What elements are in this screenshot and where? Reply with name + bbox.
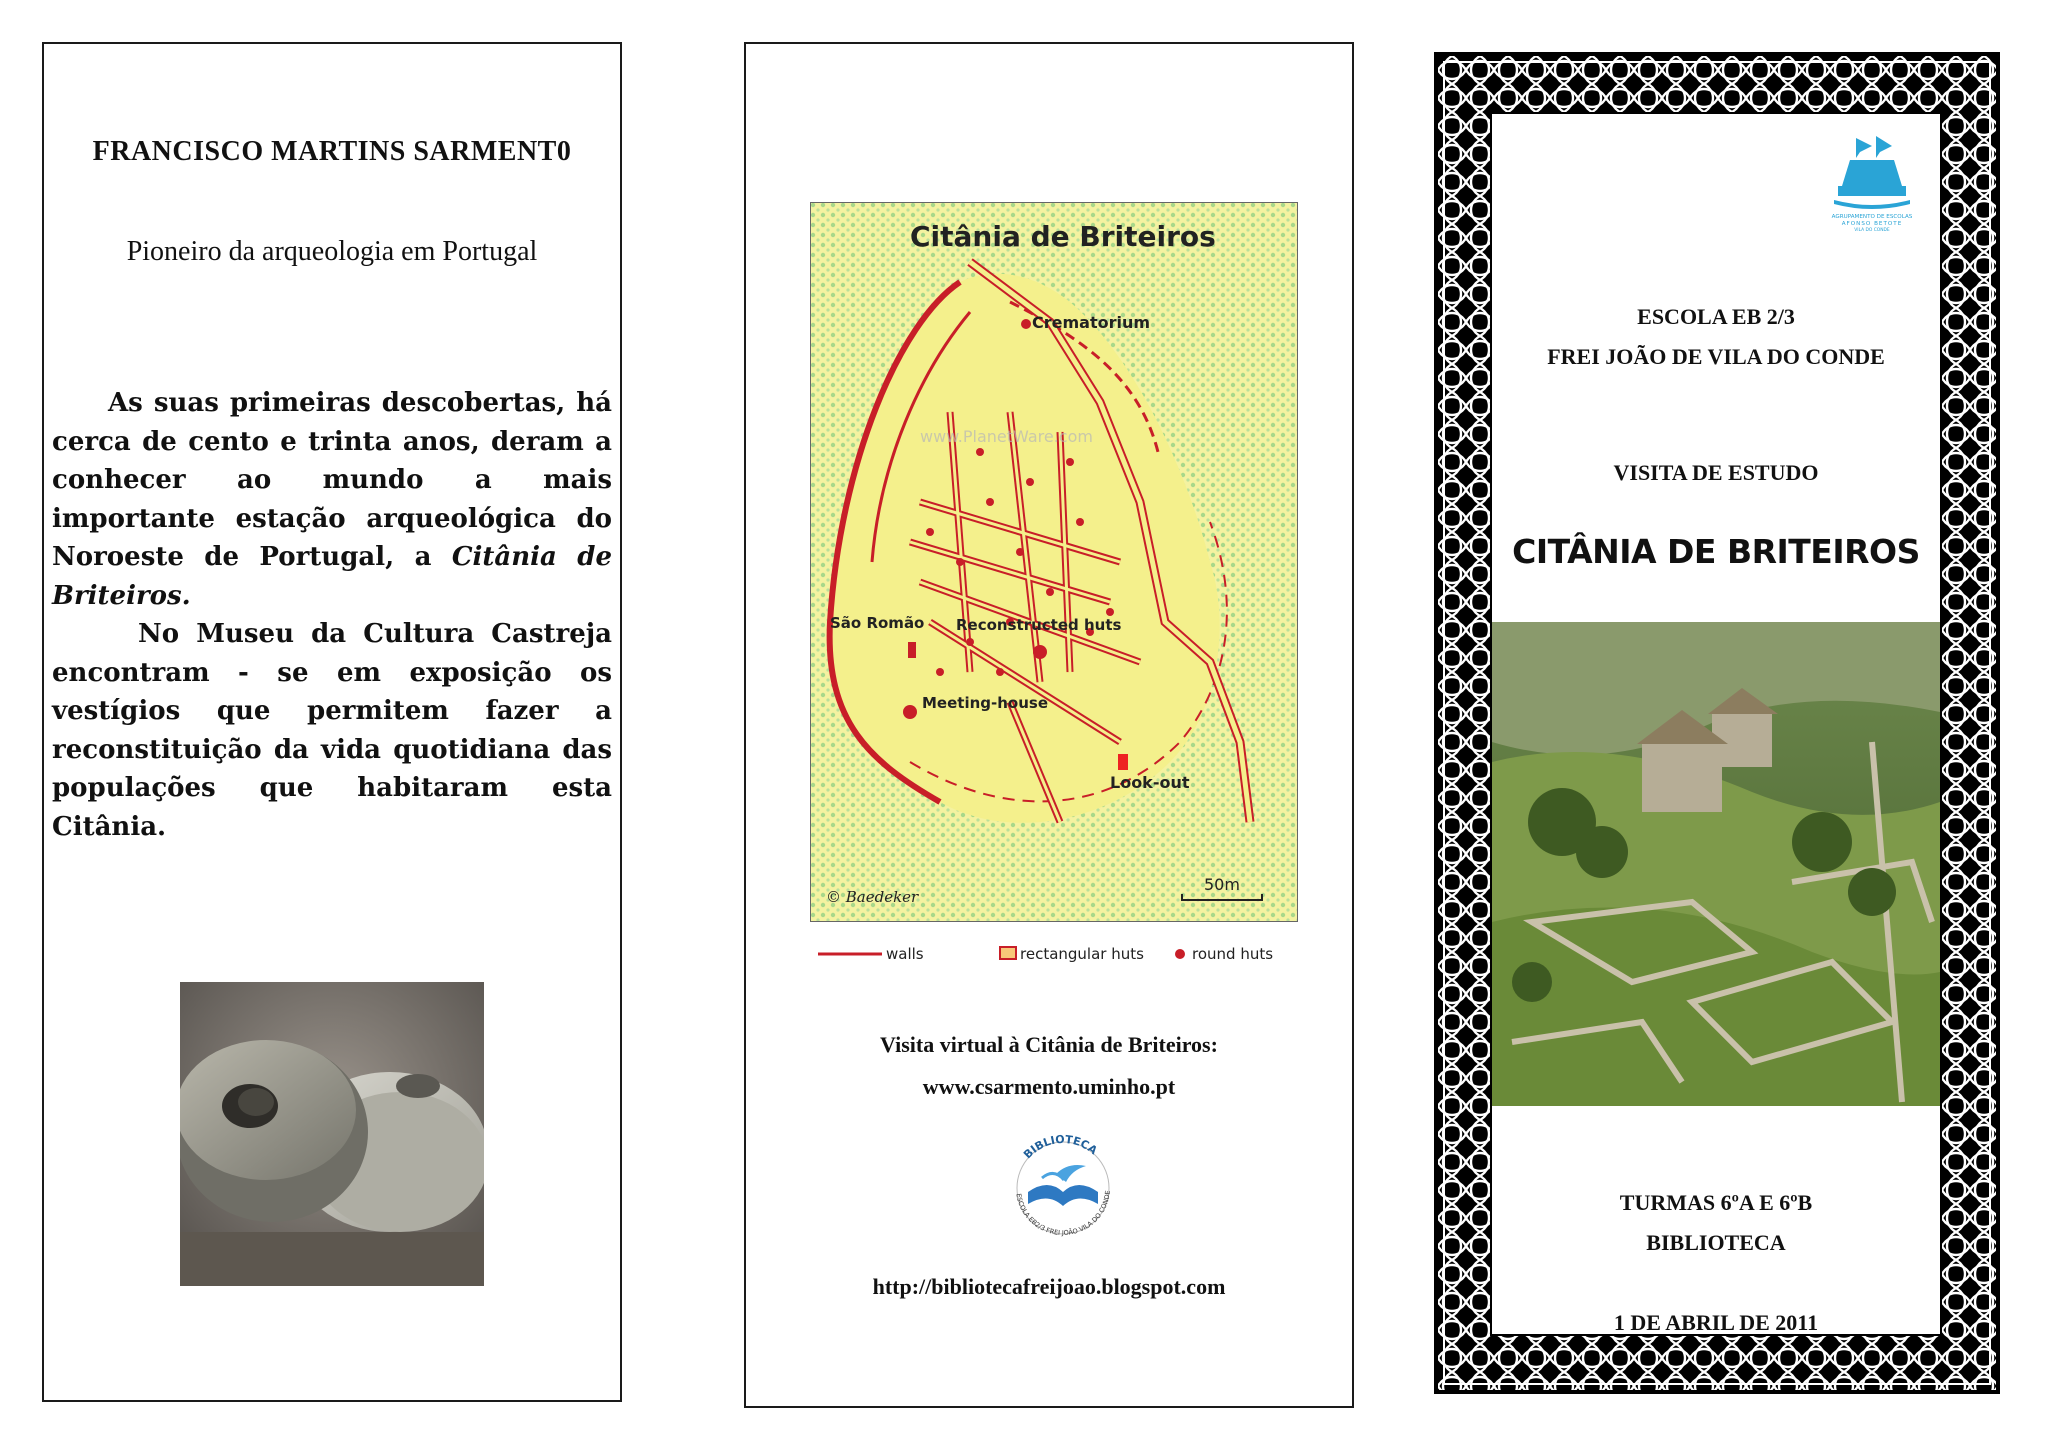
school-name-line1: ESCOLA EB 2/3 (1637, 304, 1795, 329)
label-look-out: Look-out (1110, 773, 1190, 792)
library-label: BIBLIOTECA (1646, 1230, 1786, 1255)
legend-rect-huts: rectangular huts (1020, 945, 1144, 963)
paragraph-2 (52, 615, 612, 846)
map-watermark: www.PlanetWare.com (920, 427, 1093, 446)
label-crematorium: Crematorium (1032, 313, 1151, 332)
cover-title: CITÂNIA DE BRITEIROS (1512, 532, 1920, 571)
left-panel (42, 42, 622, 1402)
cover-content (1490, 112, 1942, 1336)
blog-link[interactable]: http://bibliotecafreijoao.blogspot.com (872, 1274, 1226, 1299)
map-legend (810, 934, 1300, 974)
paragraph-1-italic: Citânia de Briteiros. (52, 542, 613, 611)
label-sao-romao: São Romão (830, 614, 925, 632)
site-map (810, 202, 1298, 922)
paragraph-1 (52, 384, 612, 615)
logo-top-text: BIBLIOTECA (1021, 1132, 1100, 1162)
logo-ring-text: ESCOLA EB2/3 FREI JOÃO VILA DO CONDE (1014, 1190, 1112, 1238)
virtual-visit-label: Visita virtual à Citânia de Briteiros: (880, 1032, 1218, 1057)
legend-walls: walls (886, 945, 924, 963)
svg-text:BIBLIOTECA (1021, 1133, 1100, 1161)
logo-line-3: VILA DO CONDE (1854, 228, 1890, 232)
label-meeting-house: Meeting-house (922, 694, 1048, 712)
logo-line-1: AGRUPAMENTO DE ESCOLAS (1831, 214, 1913, 220)
school-logo (1820, 132, 1924, 232)
label-copyright: © Baedeker (826, 888, 919, 906)
visit-date: 1 DE ABRIL DE 2011 (1613, 1310, 1819, 1335)
visit-label: VISITA DE ESTUDO (1613, 460, 1819, 485)
logo-line-2: AFONSO BETOTE (1841, 221, 1903, 227)
virtual-visit-link[interactable]: www.csarmento.uminho.pt (922, 1074, 1176, 1099)
map-title: Citânia de Briteiros (910, 220, 1216, 253)
panel-heading: FRANCISCO MARTINS SARMENT0 (92, 136, 572, 167)
middle-panel (744, 42, 1354, 1408)
label-reconstructed-huts: Reconstructed huts (956, 616, 1122, 634)
ruins-photo (1492, 622, 1940, 1106)
school-name-line2: FREI JOÃO DE VILA DO CONDE (1547, 344, 1885, 369)
millstones-photo (180, 982, 484, 1286)
cover-panel (1434, 52, 2000, 1394)
paragraph-2-text: No Museu da Cultura Castreja encontram - se em exposição os vestígios que permitem fazer a reconstituição da vida quotidiana das populações que habitaram esta Citânia. (52, 619, 612, 842)
body-text (52, 384, 612, 846)
label-scale: 50m (1204, 875, 1240, 894)
paragraph-1-main: As suas primeiras descobertas, há cerca de cento e trinta anos, deram a conhecer ao mundo a mais importante estação arqueológica do Noroeste de Portugal, a (52, 388, 612, 572)
legend-round-huts: round huts (1192, 945, 1274, 963)
classes-label: TURMAS 6ºA E 6ºB (1619, 1190, 1813, 1215)
library-logo (1002, 1126, 1124, 1238)
panel-subtitle: Pioneiro da arqueologia em Portugal (126, 236, 538, 267)
